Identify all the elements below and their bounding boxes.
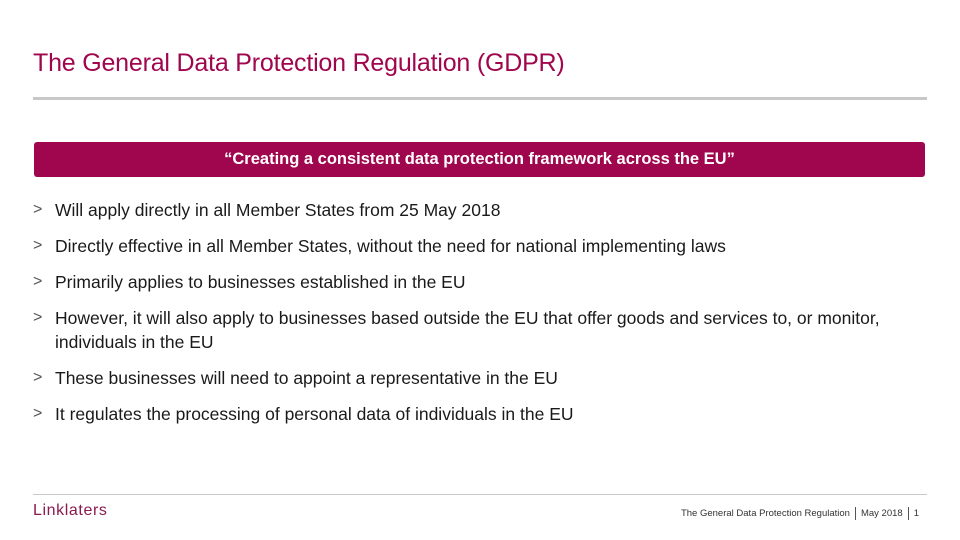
bullet-text: It regulates the processing of personal data of individuals in the EU — [55, 404, 574, 424]
bullet-item — [33, 198, 933, 222]
bullet-item — [33, 270, 933, 294]
bullet-text: However, it will also apply to businesses based outside the EU that offer goods and services to, or monitor, individuals in the EU — [55, 308, 880, 352]
bullet-marker-icon: > — [33, 405, 43, 422]
quote-banner — [34, 142, 925, 177]
bullet-item — [33, 402, 933, 426]
bullet-item — [33, 234, 933, 258]
bullet-marker-icon: > — [33, 273, 43, 290]
linklaters-logo: Linklaters — [33, 502, 108, 519]
bullet-item — [33, 366, 933, 390]
footer-info — [681, 507, 919, 520]
footer-date: May 2018 — [860, 508, 903, 520]
bullet-text: These businesses will need to appoint a representative in the EU — [55, 368, 558, 388]
bullet-marker-icon: > — [33, 309, 43, 326]
bullet-item — [33, 306, 933, 354]
slide-title: The General Data Protection Regulation (GDPR) — [33, 49, 565, 77]
bullet-text: Will apply directly in all Member States from 25 May 2018 — [55, 200, 501, 220]
bullet-marker-icon: > — [33, 369, 43, 386]
page-number: 1 — [913, 508, 919, 520]
bullet-list — [33, 198, 933, 438]
footer-divider — [33, 494, 927, 495]
bullet-text: Directly effective in all Member States, without the need for national implementing laws — [55, 236, 726, 256]
bullet-marker-icon: > — [33, 237, 43, 254]
title-divider — [33, 97, 927, 100]
footer-doc-title: The General Data Protection Regulation — [680, 508, 850, 520]
footer-separator — [908, 507, 909, 520]
bullet-marker-icon: > — [33, 201, 43, 218]
quote-text: “Creating a consistent data protection framework across the EU” — [224, 150, 735, 168]
bullet-text: Primarily applies to businesses established in the EU — [55, 272, 466, 292]
footer-separator — [855, 507, 856, 520]
